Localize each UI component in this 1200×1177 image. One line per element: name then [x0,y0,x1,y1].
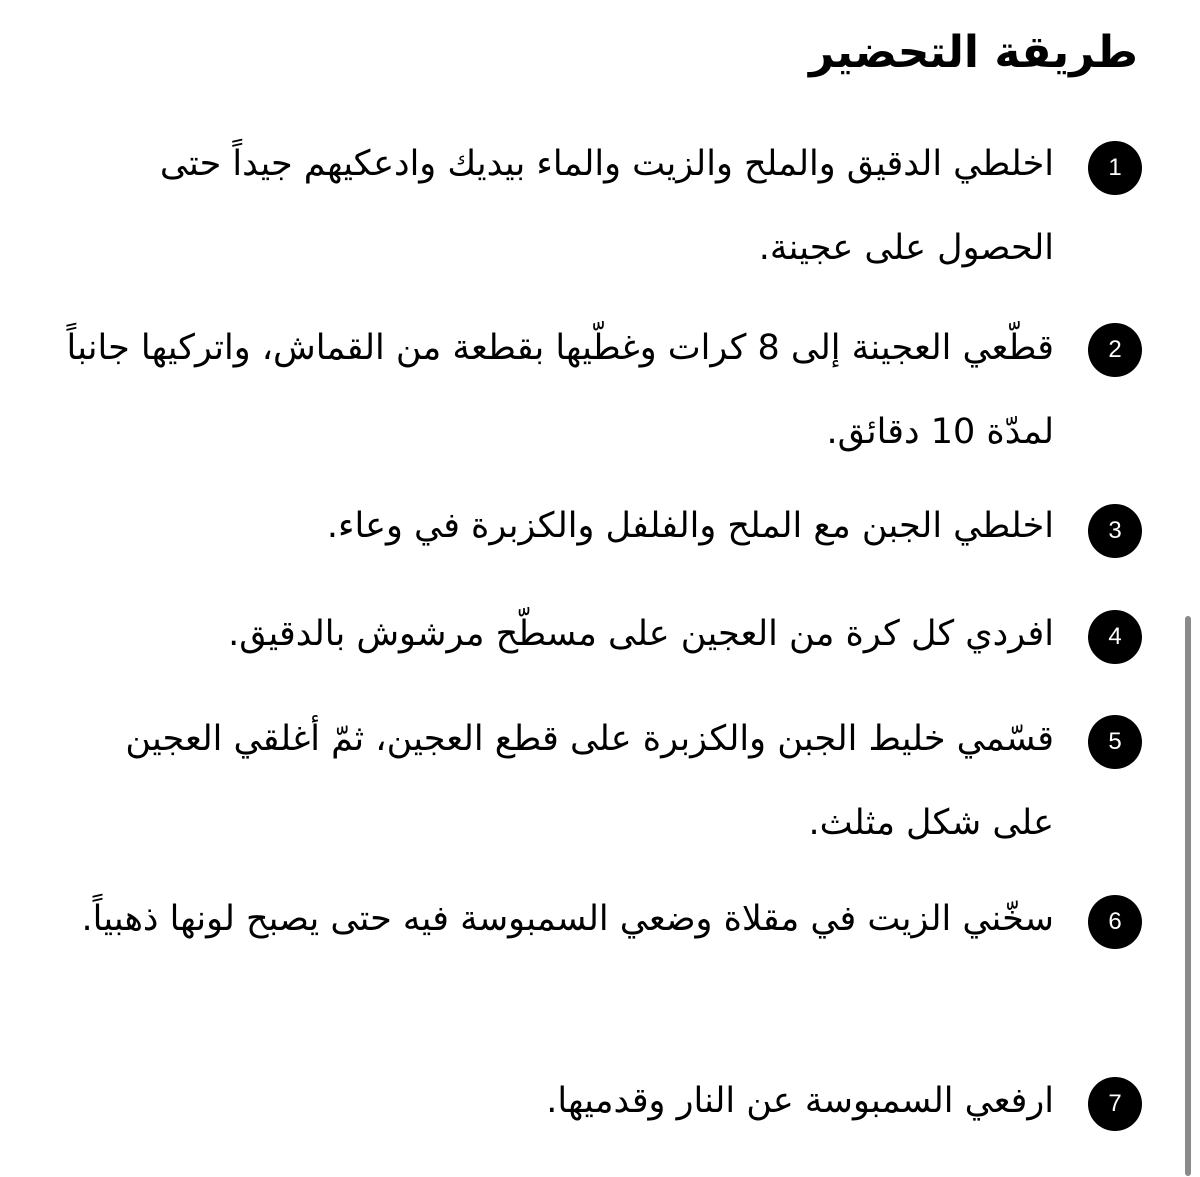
step-number-badge: 5 [1088,715,1142,769]
step-number-badge: 4 [1088,610,1142,664]
vertical-scrollbar[interactable] [1185,616,1191,1176]
step-text: ارفعي السمبوسة عن النار وقدميها. [546,1081,1054,1121]
step-text: اخلطي الدقيق والملح والزيت والماء بيديك وادعكيهم جيداً حتى الحصول على عجينة. [159,144,1054,268]
step-text: اخلطي الجبن مع الملح والفلفل والكزبرة في وعاء. [326,506,1054,546]
step-text: قطّعي العجينة إلى 8 كرات وغطّيها بقطعة من القماش، واتركيها جانباً لمدّة 10 دقائق. [66,328,1054,452]
step-number-badge: 2 [1088,323,1142,377]
step-number-badge: 6 [1088,895,1142,949]
step-number-badge: 1 [1088,141,1142,195]
section-title: طريقة التحضير [809,27,1138,78]
step-text: سخّني الزيت في مقلاة وضعي السمبوسة فيه حتى يصبح لونها ذهبياً. [81,899,1054,939]
step-number-badge: 7 [1088,1077,1142,1131]
step-text: افردي كل كرة من العجين على مسطّح مرشوش بالدقيق. [228,614,1054,654]
step-number-badge: 3 [1088,504,1142,558]
step-text: قسّمي خليط الجبن والكزبرة على قطع العجين، ثمّ أغلقي العجين على شكل مثلث. [125,719,1054,843]
